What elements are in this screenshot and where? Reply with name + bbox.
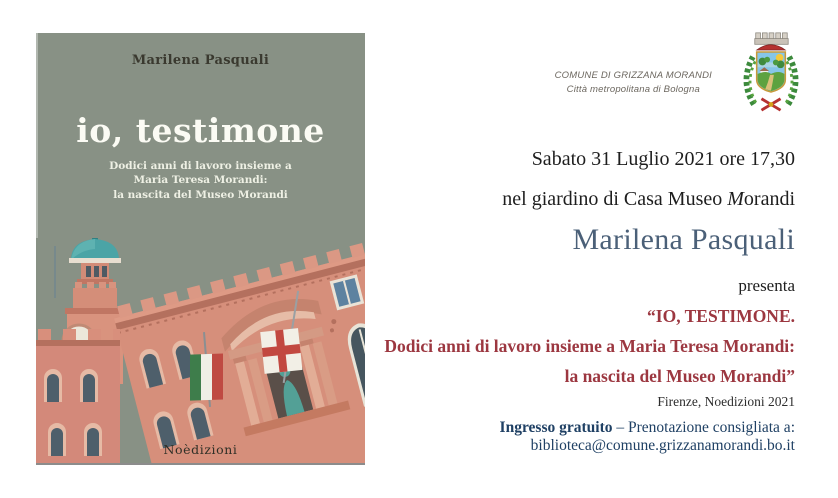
venue-prefix: nel giardino di Casa Museo [502, 188, 728, 210]
book-cover [36, 33, 365, 463]
event-venue [375, 188, 795, 211]
cover-subtitle [36, 159, 365, 202]
work-title-line2: Dodici anni di lavoro insieme a Maria Teresa Morandi: [384, 336, 795, 356]
venue-initial: M [727, 188, 744, 210]
event-date: Sabato 31 Luglio 2021 ore 17,30 [531, 148, 795, 170]
publisher-imprint: Noèdizioni [163, 442, 238, 457]
cover-title: io, testimone [76, 111, 325, 150]
mural-crown [755, 33, 788, 50]
cover-subtitle-line: Dodici anni di lavoro insieme a [109, 160, 292, 172]
organization-name: COMUNE DI GRIZZANA MORANDI [554, 70, 712, 82]
cover-subtitle-line: la nascita del Museo Morandi [113, 188, 288, 201]
venue-suffix: orandi [743, 188, 795, 210]
book-bottom-edge [36, 463, 365, 465]
organization-header [555, 30, 800, 114]
contact-email: biblioteca@comune.grizzanamorandi.bo.it [530, 437, 795, 454]
organization-subtitle: Città metropolitana di Bologna [566, 84, 700, 95]
presents-label: presenta [738, 276, 795, 295]
admission-rest: – Prenotazione consigliata a: [612, 419, 795, 436]
coat-of-arms-icon [742, 30, 800, 114]
work-title-line1: “IO, TESTIMONE. [647, 306, 795, 326]
palazzo-photo-illustration [36, 238, 365, 463]
event-details [375, 148, 795, 455]
work-title-line3: la nascita del Museo Morandi” [564, 366, 795, 386]
shield [757, 52, 786, 92]
speaker-name: Marilena Pasquali [572, 223, 795, 256]
cover-author: Marilena Pasquali [131, 53, 270, 68]
admission-line [375, 419, 795, 437]
organization-name-block [555, 69, 712, 97]
admission-bold: Ingresso gratuito [499, 419, 613, 436]
edition-line: Firenze, Noedizioni 2021 [657, 394, 795, 409]
cover-subtitle-line: Maria Teresa Morandi: [133, 174, 268, 187]
